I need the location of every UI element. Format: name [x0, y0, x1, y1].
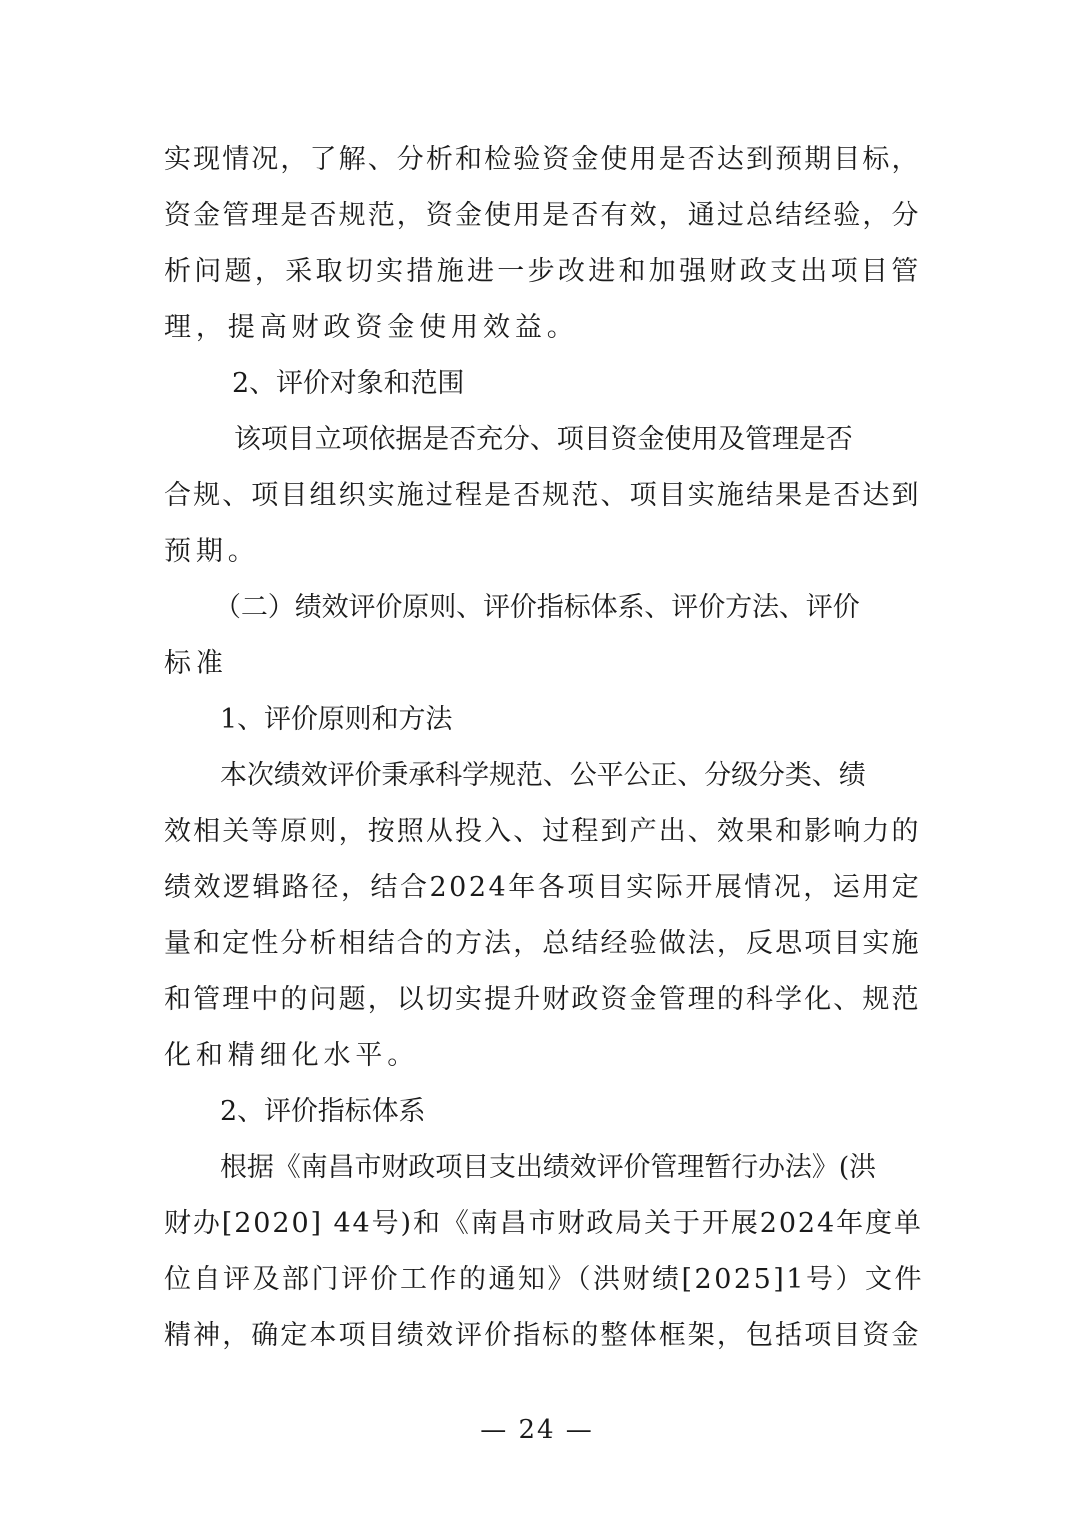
body-line: 和管理中的问题，以切实提升财政资金管理的科学化、规范 [164, 984, 921, 1015]
body-line: 位自评及部门评价工作的通知》（洪财绩[2025]1号）文件 [164, 1264, 924, 1295]
page-number: — 24 — [480, 1415, 594, 1445]
body-line: 效相关等原则，按照从投入、过程到产出、效果和影响力的 [164, 816, 921, 847]
body-line: 该项目立项依据是否充分、项目资金使用及管理是否 [234, 424, 853, 455]
body-line: 理，提高财政资金使用效益。 [164, 312, 579, 343]
body-line: 标准 [164, 648, 228, 679]
body-line: 预期。 [164, 536, 260, 567]
section-heading-2: 2、评价对象和范围 [232, 368, 465, 399]
body-line: 析问题，采取切实措施进一步改进和加强财政支出项目管 [164, 256, 922, 287]
section-heading-ii: （二）绩效评价原则、评价指标体系、评价方法、评价 [214, 592, 860, 623]
body-line: 量和定性分析相结合的方法，总结经验做法，反思项目实施 [164, 928, 921, 959]
body-line: 精神，确定本项目绩效评价指标的整体框架，包括项目资金 [164, 1320, 921, 1351]
body-line: 化和精细化水平。 [164, 1040, 420, 1071]
body-line: 实现情况，了解、分析和检验资金使用是否达到预期目标， [164, 144, 921, 175]
section-heading-1: 1、评价原则和方法 [220, 704, 453, 735]
section-heading-2b: 2、评价指标体系 [220, 1096, 426, 1127]
body-line: 根据《南昌市财政项目支出绩效评价管理暂行办法》(洪 [220, 1152, 877, 1183]
body-line: 财办[2020] 44号)和《南昌市财政局关于开展2024年度单 [164, 1208, 923, 1239]
body-line: 绩效逻辑路径，结合2024年各项目实际开展情况，运用定 [164, 872, 922, 903]
body-line: 资金管理是否规范，资金使用是否有效，通过总结经验，分 [164, 200, 921, 231]
body-line: 本次绩效评价秉承科学规范、公平公正、分级分类、绩 [220, 760, 866, 791]
body-line: 合规、项目组织实施过程是否规范、项目实施结果是否达到 [164, 480, 921, 511]
